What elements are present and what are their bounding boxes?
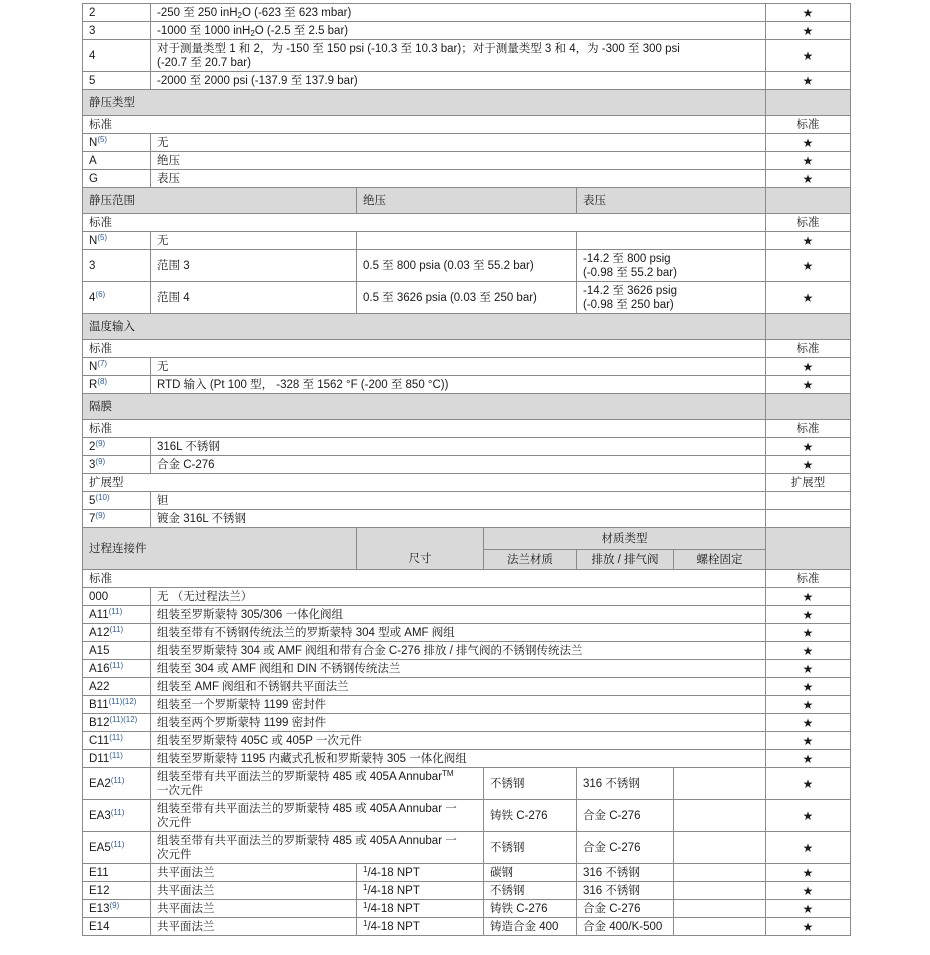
star-icon: ★ <box>766 456 851 474</box>
option-code: A11$^{(11)}$ <box>83 606 151 624</box>
option-description: 组装至罗斯蒙特 305/306 一体化阀组 <box>151 606 766 624</box>
table-row <box>83 714 851 732</box>
standard-row <box>83 340 851 358</box>
option-description: 共平面法兰 <box>151 900 357 918</box>
option-description: 镀金 316L 不锈钢 <box>151 510 766 528</box>
standard-label: 标准 <box>766 420 851 438</box>
option-code: A <box>83 152 151 170</box>
option-code: 5$^{(10)}$ <box>83 492 151 510</box>
star-icon: ★ <box>766 750 851 768</box>
table-row <box>83 918 851 936</box>
star-icon: ★ <box>766 864 851 882</box>
table-row <box>83 750 851 768</box>
column-header-flange: 法兰材质 <box>484 550 577 570</box>
option-description: 组装至带有共平面法兰的罗斯蒙特 485 或 405A Annubar™ 一次元件 <box>151 768 484 800</box>
table-row <box>83 606 851 624</box>
standard-row <box>83 116 851 134</box>
standard-label: 标准 <box>766 340 851 358</box>
standard-row <box>83 214 851 232</box>
connection-size: $^1$/4-18 NPT <box>357 882 484 900</box>
option-code: E13$^{(9)}$ <box>83 900 151 918</box>
table-row <box>83 900 851 918</box>
standard-label: 标准 <box>766 116 851 134</box>
star-icon: ★ <box>766 588 851 606</box>
option-code: A12$^{(11)}$ <box>83 624 151 642</box>
star-icon: ★ <box>766 714 851 732</box>
flange-material: 不锈钢 <box>484 882 577 900</box>
option-code: $R^{(8)}$ <box>83 376 151 394</box>
option-description: 316L 不锈钢 <box>151 438 766 456</box>
table-row <box>83 832 851 864</box>
gauge-range: -14.2 至 3626 psig (-0.98 至 250 bar) <box>577 282 766 314</box>
table-row <box>83 232 851 250</box>
standard-row <box>83 420 851 438</box>
extended-label: 扩展型 <box>766 474 851 492</box>
standard-label: 标准 <box>766 214 851 232</box>
option-code: 4 <box>83 40 151 72</box>
option-description: 组装至 AMF 阀组和不锈钢共平面法兰 <box>151 678 766 696</box>
gauge-range: -14.2 至 800 psig (-0.98 至 55.2 bar) <box>577 250 766 282</box>
bolting <box>674 768 766 800</box>
table-row <box>83 376 851 394</box>
table-row <box>83 768 851 800</box>
option-code: D11$^{(11)}$ <box>83 750 151 768</box>
table-row <box>83 134 851 152</box>
table-row <box>83 282 851 314</box>
option-description: 共平面法兰 <box>151 864 357 882</box>
option-description: 组装至罗斯蒙特 405C 或 405P 一次元件 <box>151 732 766 750</box>
star-icon: ★ <box>766 678 851 696</box>
absolute-range: 0.5 至 3626 psia (0.03 至 250 bar) <box>357 282 577 314</box>
table-row <box>83 40 851 72</box>
connection-size: $^1$/4-18 NPT <box>357 864 484 882</box>
option-description: 组装至罗斯蒙特 304 或 AMF 阀组和带有合金 C-276 排放 / 排气阀的不锈钢传统法兰 <box>151 642 766 660</box>
option-description: 无 （无过程法兰） <box>151 588 766 606</box>
table-row <box>83 864 851 882</box>
table-row <box>83 438 851 456</box>
table-row <box>83 678 851 696</box>
star-icon: ★ <box>766 660 851 678</box>
option-description: 绝压 <box>151 152 766 170</box>
option-description: -1000 至 1000 inH$_2$O (-2.5 至 2.5 bar) <box>151 22 766 40</box>
bolting <box>674 882 766 900</box>
option-description: 组装至带有共平面法兰的罗斯蒙特 485 或 405A Annubar 一 次元件 <box>151 832 484 864</box>
connection-size: $^1$/4-18 NPT <box>357 918 484 936</box>
model-code-table <box>82 3 851 936</box>
star-icon: ★ <box>766 250 851 282</box>
section-title: 静压类型 <box>83 90 766 116</box>
option-code: 4$^{(6)}$ <box>83 282 151 314</box>
option-description: 组装至 304 或 AMF 阀组和 DIN 不锈钢传统法兰 <box>151 660 766 678</box>
section-header <box>83 90 851 116</box>
table-row <box>83 4 851 22</box>
option-code: $B12^{(11)(12)}$ <box>83 714 151 732</box>
section-title: 静压范围 <box>83 188 357 214</box>
star-icon: ★ <box>766 22 851 40</box>
extended-label: 扩展型 <box>83 474 766 492</box>
star-icon: ★ <box>766 696 851 714</box>
option-description: 共平面法兰 <box>151 882 357 900</box>
star-icon: ★ <box>766 438 851 456</box>
star-icon: ★ <box>766 40 851 72</box>
option-description: 范围 3 <box>151 250 357 282</box>
option-code: 5 <box>83 72 151 90</box>
section-header <box>83 394 851 420</box>
standard-label: 标准 <box>83 340 766 358</box>
option-description: 钽 <box>151 492 766 510</box>
option-description: 无 <box>151 358 766 376</box>
table-row <box>83 510 851 528</box>
table-row <box>83 358 851 376</box>
option-code: 7$^{(9)}$ <box>83 510 151 528</box>
column-header-gauge: 表压 <box>577 188 766 214</box>
option-code: E11 <box>83 864 151 882</box>
option-description: 组装至带有共平面法兰的罗斯蒙特 485 或 405A Annubar 一 次元件 <box>151 800 484 832</box>
star-icon: ★ <box>766 134 851 152</box>
option-code: EA2$^{(11)}$ <box>83 768 151 800</box>
option-description: 组装至两个罗斯蒙特 1199 密封件 <box>151 714 766 732</box>
option-description: 合金 C-276 <box>151 456 766 474</box>
table-row <box>83 696 851 714</box>
table-row <box>83 72 851 90</box>
star-icon: ★ <box>766 4 851 22</box>
flange-material: 铸造合金 400 <box>484 918 577 936</box>
option-description: 组装至罗斯蒙特 1195 内藏式孔板和罗斯蒙特 305 一体化阀组 <box>151 750 766 768</box>
drain-vent-material: 合金 C-276 <box>577 832 674 864</box>
drain-vent-material: 合金 C-276 <box>577 900 674 918</box>
option-description: -2000 至 2000 psi (-137.9 至 137.9 bar) <box>151 72 766 90</box>
standard-label: 标准 <box>766 570 851 588</box>
standard-label: 标准 <box>83 116 766 134</box>
star-icon: ★ <box>766 624 851 642</box>
table-row <box>83 588 851 606</box>
flange-material: 不锈钢 <box>484 832 577 864</box>
option-code: 3 <box>83 22 151 40</box>
option-code: E12 <box>83 882 151 900</box>
table-row <box>83 152 851 170</box>
bolting <box>674 800 766 832</box>
standard-label: 标准 <box>83 420 766 438</box>
standard-row <box>83 570 851 588</box>
table-row <box>83 170 851 188</box>
star-icon: ★ <box>766 606 851 624</box>
standard-label: 标准 <box>83 214 766 232</box>
column-header-absolute: 绝压 <box>357 188 577 214</box>
table-row <box>83 642 851 660</box>
flange-material: 铸铁 C-276 <box>484 900 577 918</box>
table-row <box>83 882 851 900</box>
bolting <box>674 900 766 918</box>
star-icon: ★ <box>766 358 851 376</box>
table-row <box>83 22 851 40</box>
option-code: A22 <box>83 678 151 696</box>
option-code: $N^{(5)}$ <box>83 134 151 152</box>
star-icon: ★ <box>766 900 851 918</box>
option-code: 3 <box>83 250 151 282</box>
option-description: 无 <box>151 232 357 250</box>
standard-label: 标准 <box>83 570 766 588</box>
drain-vent-material: 316 不锈钢 <box>577 864 674 882</box>
column-header-bolting: 螺栓固定 <box>674 550 766 570</box>
column-header-size: 尺寸 <box>357 528 484 570</box>
table-row <box>83 624 851 642</box>
table-row <box>83 800 851 832</box>
section-header <box>83 314 851 340</box>
absolute-range <box>357 232 577 250</box>
option-description: RTD 输入 (Pt 100 型， -328 至 1562 °F (-200 至 850 °C)) <box>151 376 766 394</box>
star-icon: ★ <box>766 376 851 394</box>
star-icon: ★ <box>766 232 851 250</box>
option-description: 范围 4 <box>151 282 357 314</box>
star-icon: ★ <box>766 282 851 314</box>
option-code: A15 <box>83 642 151 660</box>
option-description: -250 至 250 inH$_2$O (-623 至 623 mbar) <box>151 4 766 22</box>
option-code: 3$^{(9)}$ <box>83 456 151 474</box>
section-title: 过程连接件 <box>83 528 357 570</box>
option-description: 组装至带有不锈钢传统法兰的罗斯蒙特 304 型或 AMF 阀组 <box>151 624 766 642</box>
option-description: 共平面法兰 <box>151 918 357 936</box>
column-header-drain-vent: 排放 / 排气阀 <box>577 550 674 570</box>
option-description: 组装至一个罗斯蒙特 1199 密封件 <box>151 696 766 714</box>
star-icon: ★ <box>766 832 851 864</box>
bolting <box>674 864 766 882</box>
option-description: 对于测量类型 1 和 2，为 -150 至 150 psi (-10.3 至 10.3 bar)；对于测量类型 3 和 4，为 -300 至 300 psi (-20.7 至 20.7 bar) <box>151 40 766 72</box>
flange-material: 铸铁 C-276 <box>484 800 577 832</box>
bolting <box>674 918 766 936</box>
table-row <box>83 492 851 510</box>
drain-vent-material: 合金 400/K-500 <box>577 918 674 936</box>
section-header <box>83 188 851 214</box>
option-code: 2$^{(9)}$ <box>83 438 151 456</box>
star-icon: ★ <box>766 918 851 936</box>
star-icon: ★ <box>766 768 851 800</box>
connection-size: $^1$/4-18 NPT <box>357 900 484 918</box>
option-code: $N^{(5)}$ <box>83 232 151 250</box>
option-code: EA3$^{(11)}$ <box>83 800 151 832</box>
bolting <box>674 832 766 864</box>
table-row <box>83 250 851 282</box>
gauge-range <box>577 232 766 250</box>
option-code: C11$^{(11)}$ <box>83 732 151 750</box>
drain-vent-material: 316 不锈钢 <box>577 768 674 800</box>
option-code: E14 <box>83 918 151 936</box>
option-code: 000 <box>83 588 151 606</box>
star-icon: ★ <box>766 882 851 900</box>
table-row <box>83 456 851 474</box>
flange-material: 不锈钢 <box>484 768 577 800</box>
section-title: 温度输入 <box>83 314 766 340</box>
flange-material: 碳钢 <box>484 864 577 882</box>
option-code: A16$^{(11)}$ <box>83 660 151 678</box>
absolute-range: 0.5 至 800 psia (0.03 至 55.2 bar) <box>357 250 577 282</box>
table-row <box>83 660 851 678</box>
option-description: 表压 <box>151 170 766 188</box>
drain-vent-material: 合金 C-276 <box>577 800 674 832</box>
drain-vent-material: 316 不锈钢 <box>577 882 674 900</box>
option-description: 无 <box>151 134 766 152</box>
section-header <box>83 528 851 550</box>
star-icon: ★ <box>766 800 851 832</box>
option-code: 2 <box>83 4 151 22</box>
star-icon: ★ <box>766 72 851 90</box>
column-header-material: 材质类型 <box>484 528 766 550</box>
section-title: 隔膜 <box>83 394 766 420</box>
extended-row <box>83 474 851 492</box>
star-icon: ★ <box>766 152 851 170</box>
star-icon: ★ <box>766 732 851 750</box>
table-row <box>83 732 851 750</box>
option-code: $N^{(7)}$ <box>83 358 151 376</box>
option-code: EA5$^{(11)}$ <box>83 832 151 864</box>
option-code: G <box>83 170 151 188</box>
option-code: $B11^{(11)(12)}$ <box>83 696 151 714</box>
star-icon: ★ <box>766 170 851 188</box>
star-icon: ★ <box>766 642 851 660</box>
